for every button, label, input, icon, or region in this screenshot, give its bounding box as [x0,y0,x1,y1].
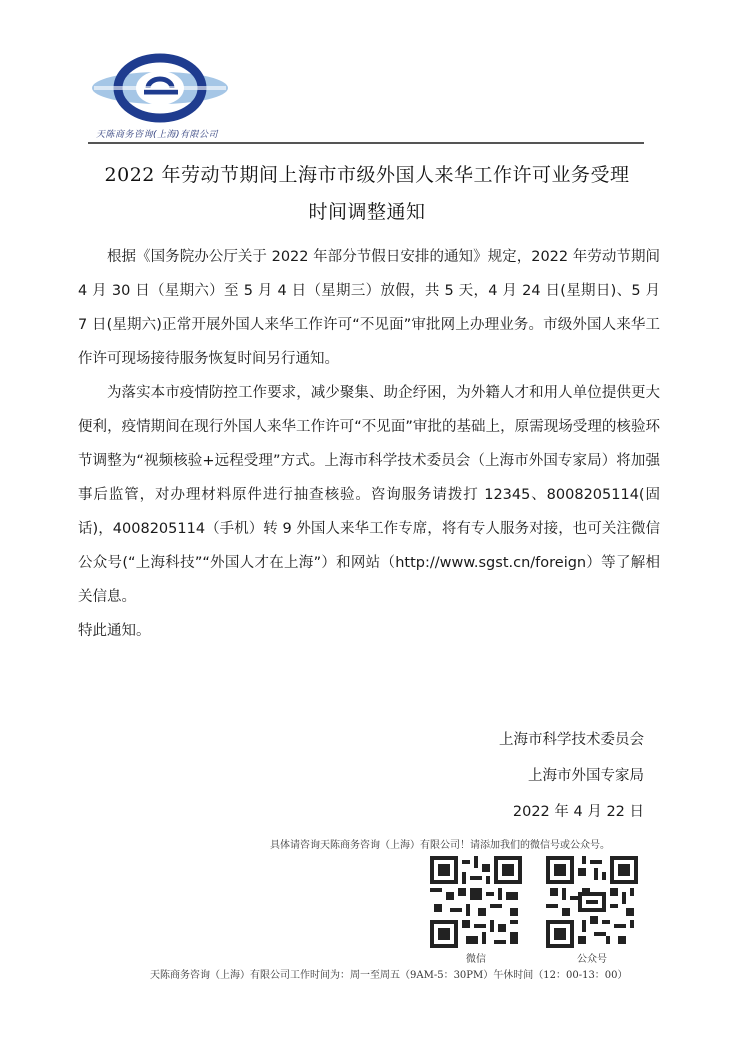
notice-body [78,240,660,648]
wechat-qr-code [430,856,522,948]
working-hours: 天陈商务咨询（上海）有限公司工作时间为：周一至周五（9AM-5：30PM）午休时间（12：00-13：00） [150,970,628,981]
qr-code-icon [430,856,522,948]
letterhead [88,50,648,150]
public-account-qr-label: 公众号 [577,954,607,965]
notice-title [70,157,664,231]
signature-bureau: 上海市外国专家局 [528,768,644,784]
paragraph-1: 根据《国务院办公厅关于 2022 年部分节假日安排的通知》规定，2022 年劳动节期间 4 月 30 日（星期六）至 5 月 4 日（星期三）放假，共 5 天，4 月 24 日(星期日)、5 月 7 日(星期六)正常开展外国人来华工作许可“不见面”审批网上办理业务。市级外国人来华工作许可现场接待服务恢复时间另行通知。 [78,249,660,367]
public-account-qr-code [546,856,638,948]
wechat-qr-label: 微信 [466,954,486,965]
signature-committee: 上海市科学技术委员会 [499,732,644,748]
contact-note: 具体请咨询天陈商务咨询（上海）有限公司！请添加我们的微信号或公众号。 [270,840,610,851]
closing-line: 特此通知。 [78,623,151,639]
qr-code-icon [546,856,638,948]
title-line-2: 时间调整通知 [308,201,426,223]
header-divider [88,142,644,144]
title-line-1: 2022 年劳动节期间上海市市级外国人来华工作许可业务受理 [104,164,630,186]
company-caption: 天陈商务咨询(上海)有限公司 [96,130,219,140]
notice-date: 2022 年 4 月 22 日 [512,804,644,820]
paragraph-2: 为落实本市疫情防控工作要求，减少聚集、助企纾困，为外籍人才和用人单位提供更大便利，疫情期间在现行外国人来华工作许可“不见面”审批的基础上，原需现场受理的核验环节调整为“视频核验+远程受理”方式。上海市科学技术委员会（上海市外国专家局）将加强事后监管，对办理材料原件进行抽查核验。咨询服务请拨打 12345、8008205114(固话)，4008205114（手机）转 9 外国人来华工作专席，将有专人服务对接，也可关注微信公众号(“上海科技”“外国人才在上海”）和网站（http://www.sgst.cn/foreign）等了解相关信息。 [78,385,660,605]
